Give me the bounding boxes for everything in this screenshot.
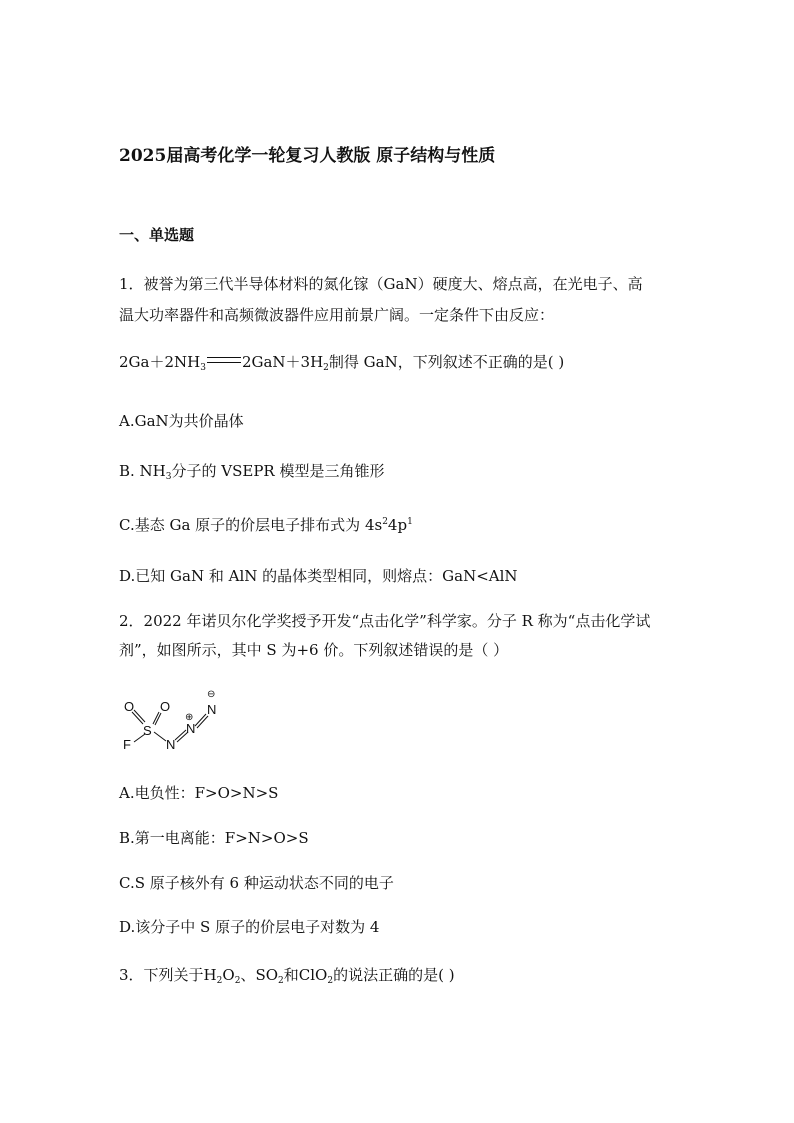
q3-stem	[119, 965, 455, 985]
q3-text: 3．下列关于	[119, 966, 204, 984]
bond-s-n1	[154, 732, 166, 741]
q1-option-c-text: 4p	[387, 516, 408, 534]
subscript: 2	[216, 976, 223, 986]
atom-n2: N	[186, 721, 196, 736]
formula-so2: SO	[255, 966, 279, 984]
superscript: 2	[382, 517, 388, 527]
separator: 、	[240, 966, 256, 984]
q2-option-b: B.第一电离能：F>N>O>S	[119, 829, 309, 847]
molecule-structure-diagram	[118, 686, 228, 750]
q1-equation	[119, 352, 564, 372]
page-title: 2025届高考化学一轮复习人教版 原子结构与性质	[119, 146, 496, 166]
eq-tail: 制得 GaN，下列叙述不正确的是( )	[328, 353, 565, 371]
q2-option-d: D.该分子中 S 原子的价层电子对数为 4	[119, 918, 380, 936]
q1-option-c	[119, 515, 413, 535]
section-heading: 一、单选题	[119, 226, 195, 244]
q1-option-c-text: C.基态 Ga 原子的价层电子排布式为 4s	[119, 516, 383, 534]
q1-option-b	[119, 461, 384, 481]
q1-stem-line1: 1．被誉为第三代半导体材料的氮化镓（GaN）硬度大、熔点高，在光电子、高	[119, 275, 643, 293]
q1-stem-line2: 温大功率器件和高频微波器件应用前景广阔。一定条件下由反应：	[119, 306, 555, 324]
q3-text: 和	[283, 966, 299, 984]
q1-option-d: D.已知 GaN 和 AlN 的晶体类型相同，则熔点：GaN<AlN	[119, 567, 518, 585]
subscript: 2	[327, 976, 334, 986]
atom-s: S	[143, 723, 152, 738]
atom-n3: N	[207, 702, 217, 717]
positive-charge-icon: ⊕	[185, 712, 194, 723]
superscript: 1	[407, 517, 413, 527]
q3-text: 的说法正确的是( )	[333, 966, 455, 984]
formula-h2o2: O	[222, 966, 235, 984]
atom-n1: N	[166, 737, 176, 750]
atom-o2: O	[160, 699, 171, 714]
atom-o1: O	[124, 699, 135, 714]
eq-sub: 3	[200, 363, 206, 373]
formula-clo2: ClO	[298, 966, 328, 984]
q2-stem-line2: 剂”，如图所示，其中 S 为+6 价。下列叙述错误的是（ ）	[119, 641, 509, 659]
negative-charge-icon: ⊖	[207, 689, 216, 700]
subscript: 3	[165, 472, 172, 482]
eq-products: 2GaN＋3H	[241, 353, 324, 371]
q1-option-b-text: 分子的 VSEPR 模型是三角锥形	[171, 462, 385, 480]
eq-reactants: 2Ga＋2NH	[119, 353, 201, 371]
q2-option-c: C.S 原子核外有 6 种运动状态不同的电子	[119, 874, 394, 892]
eq-sub: 2	[323, 363, 329, 373]
subscript: 2	[234, 976, 241, 986]
q1-option-a: A.GaN为共价晶体	[119, 412, 244, 430]
q1-option-b-text: B. NH	[119, 462, 166, 480]
q2-option-a: A.电负性：F>O>N>S	[119, 784, 279, 802]
q2-stem-line1: 2．2022 年诺贝尔化学奖授予开发“点击化学”科学家。分子 R 称为“点击化学试	[119, 612, 651, 630]
subscript: 2	[278, 976, 284, 986]
formula-h2o2: H	[203, 966, 217, 984]
atom-f: F	[123, 737, 131, 750]
equals-sign-icon	[207, 357, 241, 363]
